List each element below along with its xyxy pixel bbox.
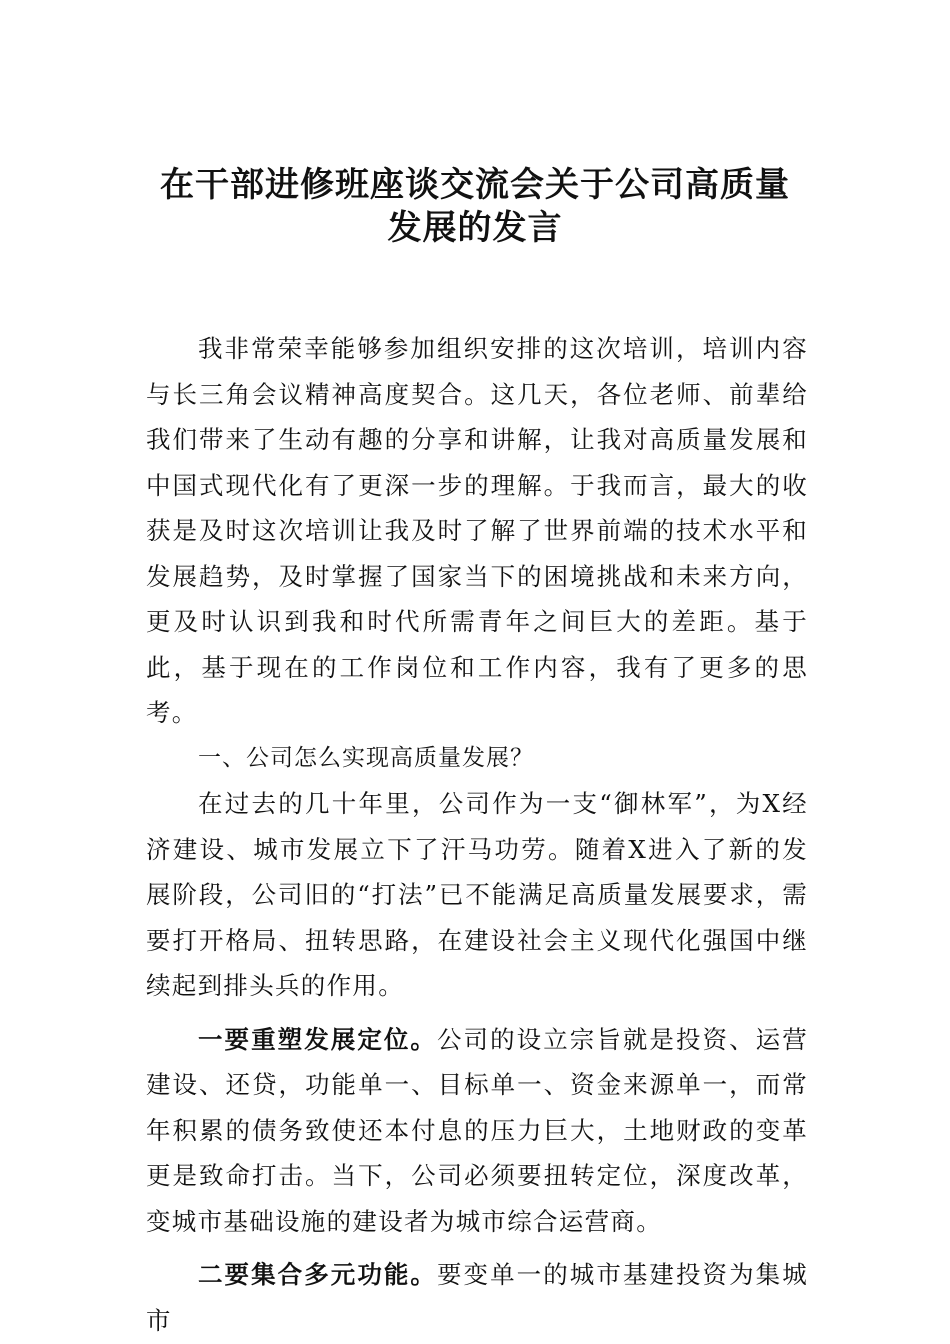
document-body [146,326,808,1343]
paragraph-3-lead: 一要重塑发展定位。 [198,1024,437,1054]
document-title-line-2: 发展的发言 [387,208,563,248]
section-heading-1: 一、公司怎么实现高质量发展？ [198,744,534,771]
document-title-line-1: 在干部进修班座谈交流会关于公司高质量 [160,165,790,205]
paragraph-gap [146,1244,808,1252]
paragraph-4 [146,1252,808,1343]
paragraph-3 [146,1017,808,1245]
paragraph-2: 在过去的几十年里，公司作为一支“御林军”，为X经济建设、城市发展立下了汗马功劳。随着X进入了新的发展阶段，公司旧的“打法”已不能满足高质量发展要求，需要打开格局、扭转思路，在建设社会主义现代化强国中继续起到排头兵的作用。 [146,789,808,1000]
paragraph-4-text: 要变单一的城市基建投资为集城市 [146,1260,809,1335]
paragraph-gap [146,1009,808,1017]
paragraph-4-lead: 二要集合多元功能。 [198,1260,437,1289]
intro-paragraph: 我非常荣幸能够参加组织安排的这次培训，培训内容与长三角会议精神高度契合。这几天，各位老师、前辈给我们带来了生动有趣的分享和讲解，让我对高质量发展和中国式现代化有了更深一步的理解。于我而言，最大的收获是及时这次培训让我及时了解了世界前端的技术水平和发展趋势，及时掌握了国家当下的困境挑战和未来方向，更及时认识到我和时代所需青年之间巨大的差距。基于此，基于现在的工作岗位和工作内容，我有了更多的思考。 [146,334,808,727]
paragraph-3-text: 公司的设立宗旨就是投资、运营建设、还贷，功能单一、目标单一、资金来源单一，而常年积累的债务致使还本付息的压力巨大，土地财政的变革更是致命打击。当下，公司必须要扭转定位，深度改革，变城市基础设施的建设者为城市综合运营商。 [146,1024,809,1236]
